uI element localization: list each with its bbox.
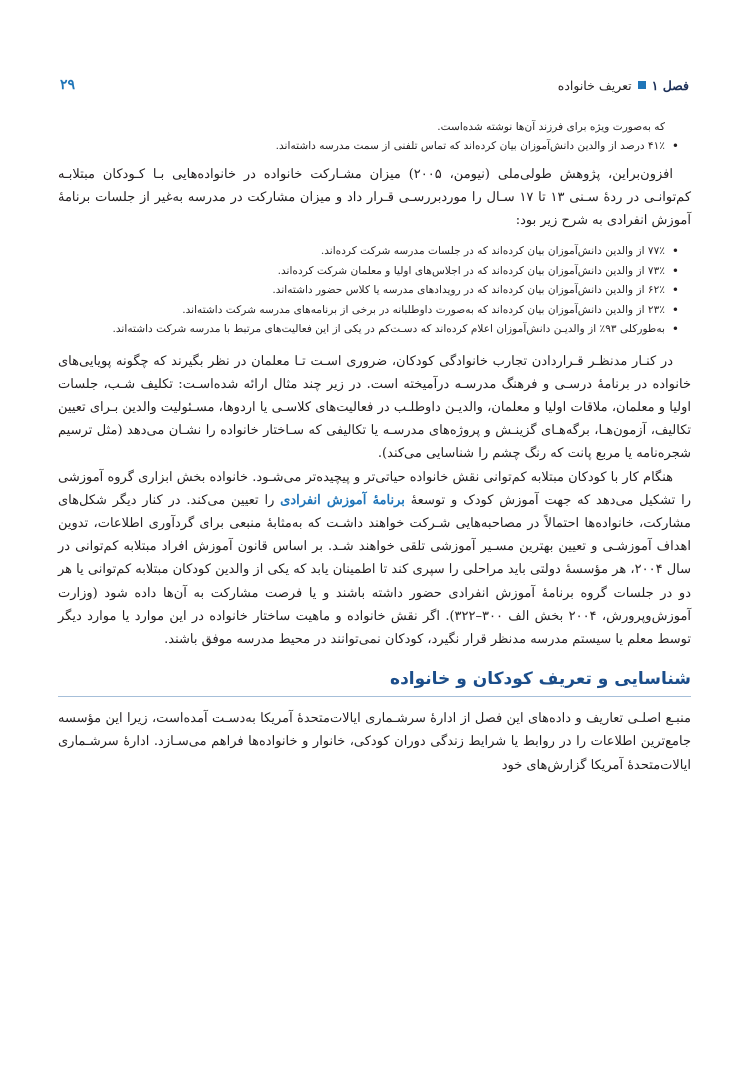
paragraph-4: منبـع اصلـی تعاریف و داده‌های این فصل از ادارهٔ سرشـماری ایالات‌متحدهٔ آمریکا به‌دسـت آمده‌است، زیرا این مؤسسه جامع‌ترین اطلاعات را در روابط یا شرایط زندگی دوران کودکی، خانوار و خانواده‌ها فراهم می‌سـازد. ادارهٔ سرشـماری ایالات‌متحدهٔ آمریکا گزارش‌های خود (58, 711, 691, 773)
continued-note: که به‌صورت ویژه برای فرزند آن‌ها نوشته شده‌است. (437, 121, 665, 133)
top-bullet-list (58, 137, 691, 157)
list-item: • ۴۱٪ درصد از والدین دانش‌آموزان بیان کرده‌اند که تماس تلفنی از سمت مدرسه داشته‌اند. (58, 137, 679, 157)
page-body (58, 118, 691, 777)
participation-bullet-list (58, 242, 691, 340)
list-item: • ۷۷٪ از والدین دانش‌آموزان بیان کرده‌اند که در جلسات مدرسه شرکت کرده‌اند. (58, 242, 679, 262)
paragraph-3-start: هنگام کار با کودکان مبتلابه کم‌توانی نقش خانواده حیاتی‌تر و پیچیده‌تر می‌شـود. خانواده بخش ابزاری گروه آموزشی را تشکیل می‌دهد که جهت آموزش کودک و توسعهٔ (58, 469, 691, 508)
list-item: • ۶۲٪ از والدین دانش‌آموزان بیان کرده‌اند که در رویدادهای مدرسه یا کلاس حضور داشته‌اند. (58, 281, 679, 301)
page-number: ۲۹ (60, 77, 76, 93)
paragraph-3-end: را تعیین می‌کند. در کنار دیگر شکل‌های مشارکت، خانواده‌ها احتمالاً در مصاحبه‌هایی شـرکت خواهند داشـت که به‌مثابهٔ منبعی برای گردآوری اطلاعات، تدوین اهداف آموزشـی و تعیین بهترین مسـیر آموزشی تلقی خواهند شـد. بر اساس قانون آموزش افراد مبتلابه کم‌توانی در سال ۲۰۰۴، هر مؤسسهٔ دولتی باید مراحلی را سپری کند تا اطمینان یابد که یکی از والدین کودکان مبتلابه کم‌توانی یا هر دو در جلسات گروه برنامهٔ آموزش انفرادی حضور داشته باشند و یا فرصت مشارکت به آن‌ها داده شود (وزارت آموزش‌وپرورش، ۲۰۰۴ بخش الف ۳۰۰–۳۲۲). اگر نقش خانواده و ماهیت ساختار خانواده در این موارد یا موارد دیگر توسط معلم یا سیستم مدرسه مدنظر قرار نگیرد، کودکان نمی‌توانند در محیط مدرسه موفق باشند. (58, 492, 692, 648)
chapter-label: فصل ۱ (651, 77, 689, 93)
paragraph-3 (58, 466, 691, 652)
list-item: • به‌طورکلی ۹۳٪ از والدیـن دانش‌آموزان اعلام کرده‌اند که دسـت‌کم در یکی از این فعالیت‌های مرتبط با مدرسه شرکت داشته‌اند. (58, 320, 679, 340)
section-heading: شناسایی و تعریف کودکان و خانواده (58, 669, 691, 697)
square-bullet-icon (638, 81, 646, 89)
running-header (60, 72, 689, 98)
chapter-title: تعریف خانواده (557, 77, 632, 93)
key-term: برنامهٔ آموزش انفرادی (280, 492, 405, 508)
list-item: • ۷۳٪ از والدین دانش‌آموزان بیان کرده‌اند که در اجلاس‌های اولیا و معلمان شرکت کرده‌اند. (58, 262, 679, 282)
paragraph-1: افزون‌براین، پژوهش طولی‌ملی (نیومن، ۲۰۰۵) میزان مشـارکت خانواده در خانواده‌هایی بـا کـودکان مبتلابـه کم‌توانـی در ردهٔ سـنی ۱۳ تا ۱۷ سـال را موردبررسـی قـرار داد و میزان مشارکت در مدرسه به‌غیر از جلسات برنامهٔ آموزش انفرادی به شرح زیر بود: (58, 166, 692, 228)
paragraph-2: در کنـار مدنظـر قـراردادن تجارب خانوادگی کودکان، ضروری اسـت تـا معلمان در نظر بگیرند که چگونه پویایی‌های خانواده در برنامهٔ درسـی و فرهنگ مدرسـه درآمیخته است. در زیر چند مثال ارائه شده‌اسـت: تکلیف شـب، جلسات اولیا و معلمان، ملاقات اولیا و معلمان، والدیـن داوطلـب در فعالیت‌های کلاسـی یا اردوها، مسـئولیت والدین بـرای تعیین تکالیف، آزمون‌هـا، برگه‌هـای گزینـش و پروژه‌های مدرسـه یا تکالیفی که سـاختار خانواده را نشـان می‌دهد (مثل ترسیم شجره‌نامه یا مربع پانت که رنگ چشم را شناسایی می‌کند). (58, 353, 691, 462)
list-item: • ۲۳٪ از والدین دانش‌آموزان بیان کرده‌اند که به‌صورت داوطلبانه در برخی از برنامه‌های مدرسه شرکت داشته‌اند. (58, 301, 679, 321)
